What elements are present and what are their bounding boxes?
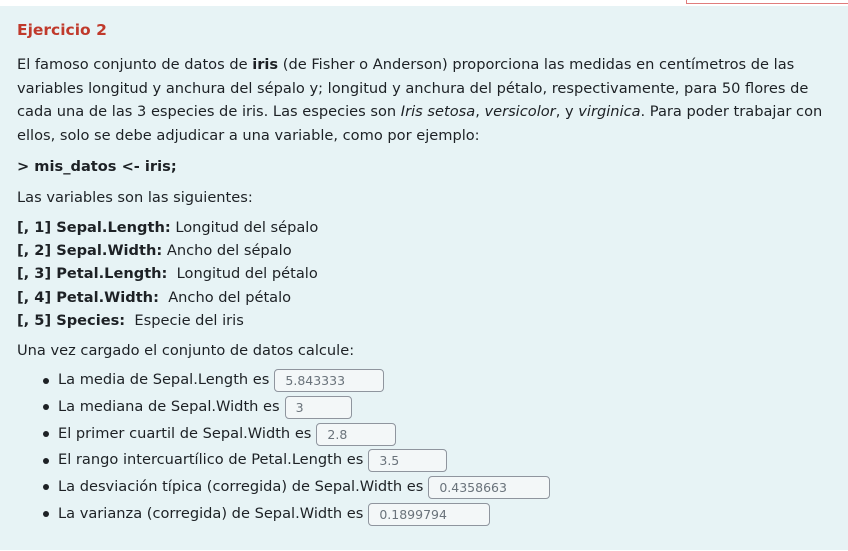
question-item: [41, 473, 831, 500]
intro-text: El famoso conjunto de datos de: [17, 56, 253, 73]
question-label: La varianza (corregida) de Sepal.Width es: [58, 504, 364, 522]
answer-field[interactable]: 0.4358663: [428, 476, 550, 499]
intro-text: , y: [555, 103, 579, 120]
question-item: [41, 393, 831, 420]
variable-desc: Especie del iris: [125, 311, 244, 329]
variables-list: [17, 216, 831, 332]
question-item: [41, 420, 831, 447]
answer-field[interactable]: 5.843333: [274, 369, 384, 392]
question-title: Ejercicio 2: [17, 21, 107, 39]
answer-field[interactable]: 3: [285, 396, 352, 419]
intro-versicolor-italic: versicolor: [484, 103, 556, 120]
intro-text: (de Fisher o Anderson) proporciona las medidas en centímetros de las variables longitud y anchura del sépalo y; longitud y anchura del pétalo, respectivamente, para 50 flores de cada una de las 3 especies de iris. Las especies son: [17, 56, 809, 120]
intro-text: ,: [475, 103, 485, 120]
variable-key: [, 2] Sepal.Width:: [17, 242, 163, 260]
intro-text: . Para poder trabajar con ellos, solo se debe adjudicar a una variable, como por ejemplo:: [17, 103, 823, 144]
top-tab-edge: [686, 0, 848, 4]
variable-row: [17, 239, 831, 262]
intro-virginica-italic: virginica: [578, 103, 641, 120]
variable-desc: Longitud del pétalo: [167, 265, 318, 283]
variables-intro: Las variables son las siguientes:: [17, 188, 253, 206]
calc-intro: Una vez cargado el conjunto de datos calcule:: [17, 342, 355, 360]
variable-desc: Longitud del sépalo: [170, 219, 319, 236]
question-label: El rango intercuartílico de Petal.Length es: [58, 451, 364, 469]
question-label: La media de Sepal.Length es: [58, 371, 270, 389]
code-example: > mis_datos <- iris;: [17, 158, 177, 175]
intro-setosa-italic: Iris setosa: [400, 103, 476, 120]
question-item: [41, 447, 831, 474]
question-item: [41, 367, 831, 394]
variable-desc: Ancho del pétalo: [158, 288, 292, 306]
variable-key: [, 1] Sepal.Length:: [17, 219, 171, 236]
variable-key: [, 3] Petal.Length:: [17, 265, 168, 283]
variable-row: [17, 262, 831, 285]
variable-key: [, 5] Species:: [17, 311, 126, 329]
variable-row: [17, 216, 831, 239]
question-card: [0, 6, 848, 550]
question-item: [41, 500, 831, 527]
question-label: La mediana de Sepal.Width es: [58, 398, 280, 416]
answer-field[interactable]: 3.5: [368, 449, 447, 472]
variable-key: [, 4] Petal.Width:: [17, 288, 159, 306]
variable-desc: Ancho del sépalo: [162, 242, 292, 260]
question-intro: [17, 53, 831, 147]
answer-field[interactable]: 2.8: [316, 423, 396, 446]
question-label: El primer cuartil de Sepal.Width es: [58, 424, 312, 442]
intro-iris-bold: iris: [252, 56, 279, 73]
variable-row: [17, 286, 831, 309]
answer-field[interactable]: 0.1899794: [368, 503, 490, 526]
variable-row: [17, 309, 831, 332]
questions-list: [17, 367, 831, 527]
question-label: La desviación típica (corregida) de Sepal.Width es: [58, 478, 424, 496]
